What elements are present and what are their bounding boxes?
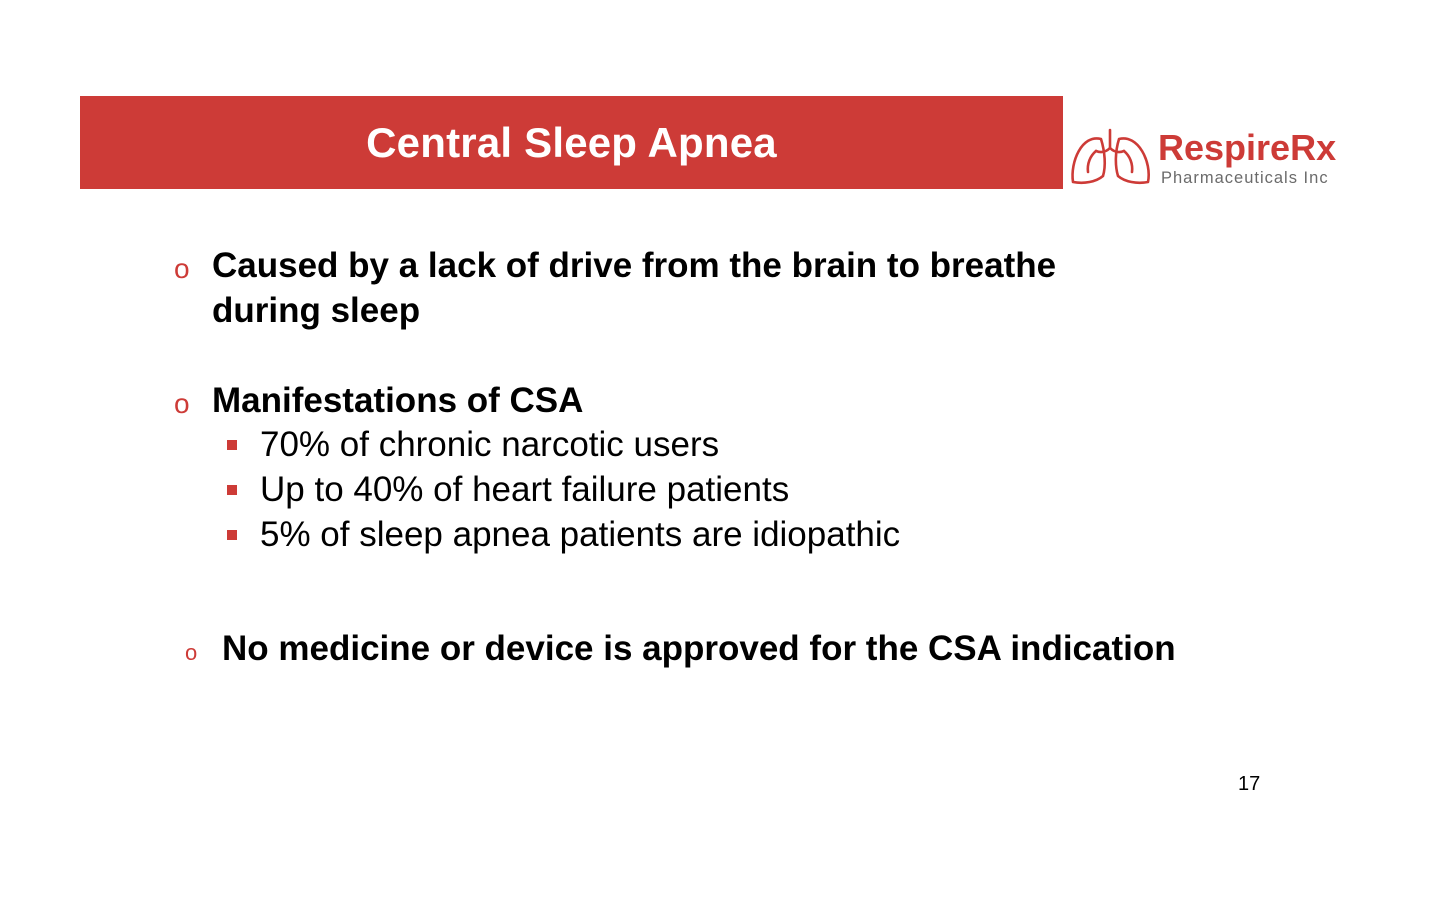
sub-bullet-item (260, 422, 719, 467)
page-number: 17 (1238, 773, 1261, 795)
sub-bullet-text: 70% of chronic narcotic users (260, 425, 720, 464)
bullet-text: No medicine or device is approved for the CSA indication (222, 629, 1176, 668)
company-logo (1068, 124, 1368, 188)
square-bullet-icon (227, 485, 237, 495)
lungs-icon (1068, 124, 1156, 188)
bullet-item (185, 626, 1182, 671)
bullet-item (174, 243, 1172, 333)
square-bullet-icon (227, 530, 237, 540)
logo-subtitle: Pharmaceuticals Inc (1161, 169, 1329, 187)
bullet-text: Manifestations of CSA (212, 381, 584, 420)
bullet-text: Caused by a lack of drive from the brain to breathe during sleep (212, 246, 1057, 330)
sub-bullet-item (260, 512, 900, 557)
slide-title: Central Sleep Apnea (366, 119, 777, 166)
circle-bullet-icon: o (185, 640, 198, 665)
square-bullet-icon (227, 440, 237, 450)
sub-bullet-text: 5% of sleep apnea patients are idiopathic (260, 515, 901, 554)
sub-bullet-text: Up to 40% of heart failure patients (260, 470, 790, 509)
bullet-item (174, 378, 1172, 423)
title-banner (80, 96, 1063, 189)
logo-name: RespireRx (1158, 127, 1337, 168)
circle-bullet-icon: o (174, 388, 190, 419)
circle-bullet-icon: o (174, 253, 190, 284)
sub-bullet-item (260, 467, 789, 512)
